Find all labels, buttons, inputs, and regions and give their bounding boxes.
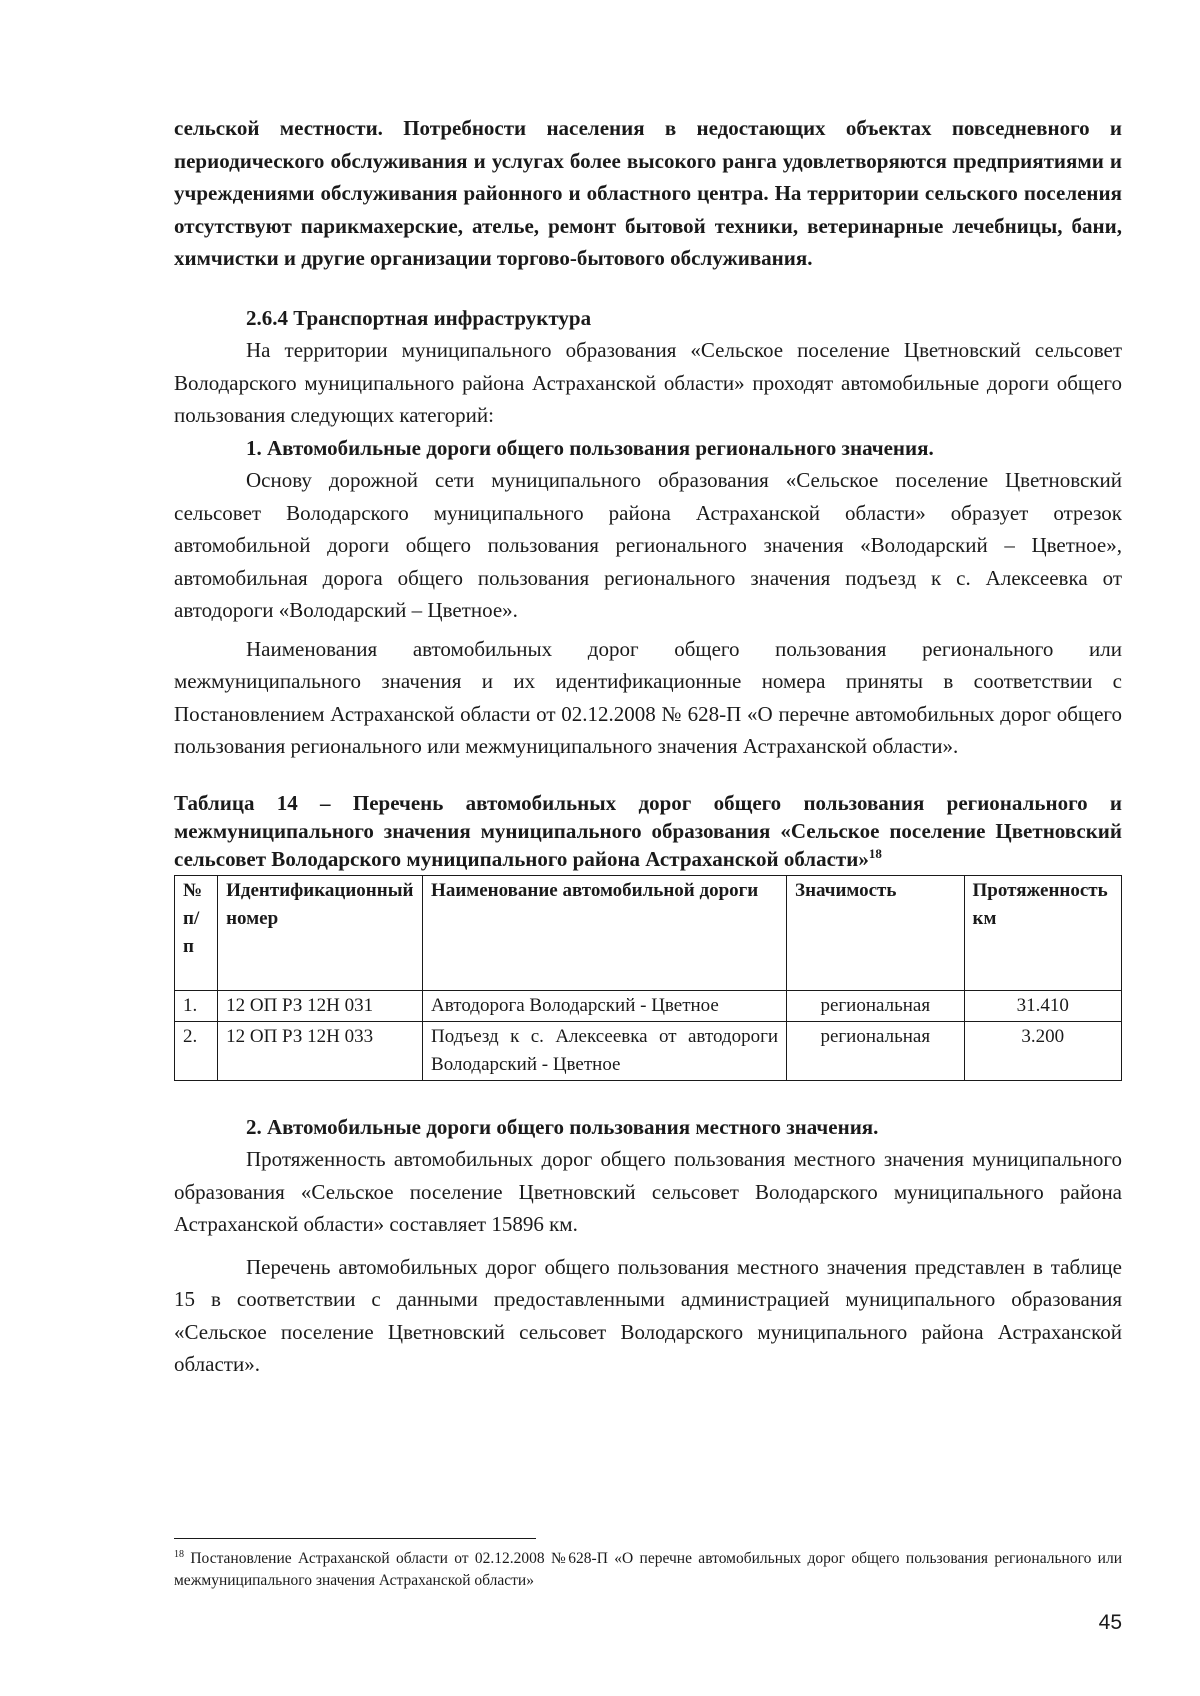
header-name: Наименование автомобильной дороги: [423, 875, 787, 990]
header-length: Протяженность км: [964, 875, 1121, 990]
table-caption: [174, 789, 1122, 873]
table-caption-text: Таблица 14 – Перечень автомобильных дорог общего пользования регионального и межмуниципального значения муниципального образования «Сельское поселение Цветновский сельсовет Володарского муниципального района Астраханской области»: [174, 790, 1122, 871]
table-row: [175, 990, 1122, 1021]
local-paragraph-1: Протяженность автомобильных дорог общего пользования местного значения муниципального образования «Сельское поселение Цветновский сельсовет Володарского муниципального района Астраханской области» составляет 15896 км.: [174, 1147, 1122, 1236]
row-significance: региональная: [787, 1021, 964, 1080]
row-num: 2.: [175, 1021, 218, 1080]
subheading-regional-roads: 1. Автомобильные дороги общего пользования регионального значения.: [246, 435, 934, 460]
row-name: Автодорога Володарский - Цветное: [423, 990, 787, 1021]
row-significance: региональная: [787, 990, 964, 1021]
footnote: [174, 1548, 1122, 1592]
row-id: 12 ОП РЗ 12Н 031: [218, 990, 423, 1021]
row-name: Подъезд к с. Алексеевка от автодороги Володарский - Цветное: [423, 1021, 787, 1080]
header-num: № п/п: [175, 875, 218, 990]
subheading-local-roads: 2. Автомобильные дороги общего пользования местного значения.: [246, 1114, 879, 1139]
header-significance: Значимость: [787, 875, 964, 990]
row-length: 3.200: [964, 1021, 1121, 1080]
intro-paragraph: сельской местности. Потребности населения в недостающих объектах повседневного и периодического обслуживания и услугах более высокого ранга удовлетворяются предприятиями и учреждениями обслуживания районного и областного центра. На территории сельского поселения отсутствуют парикмахерские, ателье, ремонт бытовой техники, ветеринарные лечебницы, бани, химчистки и другие организации торгово-бытового обслуживания.: [174, 116, 1122, 270]
table-header-row: [175, 875, 1122, 990]
transport-paragraph-2: Основу дорожной сети муниципального образования «Сельское поселение Цветновский сельсовет Володарского муниципального района Астраханской области» образует отрезок автомобильной дороги общего пользования регионального значения «Володарский – Цветное», автомобильная дорога общего пользования регионального значения подъезд к с. Алексеевка от автодороги «Володарский – Цветное».: [174, 468, 1122, 622]
row-id: 12 ОП РЗ 12Н 033: [218, 1021, 423, 1080]
section-heading: 2.6.4 Транспортная инфраструктура: [246, 305, 592, 330]
roads-table: [174, 875, 1122, 1081]
row-num: 1.: [175, 990, 218, 1021]
footnote-text: Постановление Астраханской области от 02.12.2008 №628-П «О перечне автомобильных дорог общего пользования регионального или межмуниципального значения Астраханской области»: [174, 1550, 1122, 1589]
page-number: 45: [1098, 1611, 1122, 1634]
transport-paragraph-3: Наименования автомобильных дорог общего пользования регионального или межмуниципального значения и их идентификационные номера приняты в соответствии с Постановлением Астраханской области от 02.12.2008 № 628-П «О перечне автомобильных дорог общего пользования регионального или межмуниципального значения Астраханской области».: [174, 636, 1122, 758]
footnote-separator: [174, 1538, 536, 1539]
row-length: 31.410: [964, 990, 1121, 1021]
table-caption-footnote-ref: 18: [868, 845, 882, 861]
document-page: [174, 112, 1122, 1381]
footnote-number: 18: [174, 1548, 184, 1560]
local-paragraph-2: Перечень автомобильных дорог общего пользования местного значения представлен в таблице 15 в соответствии с данными предоставленными администрацией муниципального образования «Сельское поселение Цветновский сельсовет Володарского муниципального района Астраханской области».: [174, 1254, 1122, 1376]
table-row: [175, 1021, 1122, 1080]
transport-paragraph-1: На территории муниципального образования «Сельское поселение Цветновский сельсовет Володарского муниципального района Астраханской области» проходят автомобильные дороги общего пользования следующих категорий:: [174, 338, 1122, 427]
header-id: Идентификационный номер: [218, 875, 423, 990]
